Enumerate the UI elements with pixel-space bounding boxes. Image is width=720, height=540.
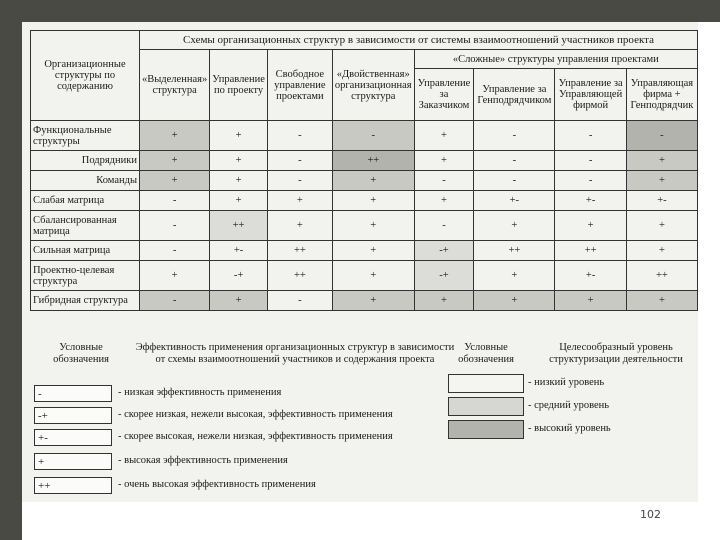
cell: + [626,241,697,261]
legend-text: - скорее низкая, нежели высокая, эффективность применения [118,409,393,420]
cell: + [332,171,414,191]
cell: + [474,261,555,291]
corner-header: Организационные структуры по содержанию [31,31,140,121]
cell: - [140,241,210,261]
row-label: Сильная матрица [31,241,140,261]
level-item [446,397,696,417]
cell: +- [626,191,697,211]
table-row [31,291,698,311]
level-symbol-header: Условные обозначения [458,342,514,365]
cell: + [140,261,210,291]
cell: - [555,121,626,151]
cell: + [332,241,414,261]
cell: + [332,291,414,311]
cell: ++ [332,151,414,171]
cell: -+ [210,261,268,291]
complex-col-header: Управление за Управляющей фирмой [555,69,626,121]
cell: + [210,171,268,191]
cell: + [140,171,210,191]
cell: - [140,211,210,241]
complex-col-header: Управляющая фирма + Генподрядчик [626,69,697,121]
legend-symbol: +- [34,429,112,446]
cell: - [555,151,626,171]
cell: + [332,211,414,241]
cell: + [474,291,555,311]
cell: + [414,191,474,211]
level-text: - низкий уровень [528,377,605,388]
cell: + [555,291,626,311]
cell: - [267,121,332,151]
table-row [31,211,698,241]
legend-text: - высокая эффективность применения [118,455,288,466]
legend-item [30,477,460,495]
row-label: Команды [31,171,140,191]
cell: + [555,211,626,241]
level-text: - высокий уровень [528,423,611,434]
cell: + [210,291,268,311]
table-row [31,151,698,171]
cell: + [414,121,474,151]
row-label: Слабая матрица [31,191,140,211]
left-bar [0,0,22,540]
legend-symbol: ++ [34,477,112,494]
level-swatch-mid [448,397,524,416]
cell: + [210,191,268,211]
cell: ++ [267,261,332,291]
cell: - [474,171,555,191]
level-item [446,374,696,394]
legend-item [30,407,460,425]
cell: ++ [210,211,268,241]
header-group: Схемы организационных структур в зависимости от системы взаимоотношений участников проекта [140,31,698,50]
complex-header: «Сложные» структуры управления проектами [414,50,697,69]
legend-symbol-header: Условные обозначения [53,342,109,365]
cell: - [626,121,697,151]
cell: +- [555,261,626,291]
table-row [31,241,698,261]
cell: - [140,291,210,311]
row-label: Проектно-целевая структура [31,261,140,291]
cell: -+ [414,241,474,261]
cell: + [414,291,474,311]
cell: + [626,291,697,311]
cell: + [140,121,210,151]
cell: - [267,291,332,311]
legend-symbol: + [34,453,112,470]
complex-col-header: Управление за Генподрядчиком [474,69,555,121]
cell: - [555,171,626,191]
cell: + [626,151,697,171]
cell: + [626,171,697,191]
table-row [31,261,698,291]
cell: ++ [626,261,697,291]
cell: - [332,121,414,151]
level-desc-header: Целесообразный уровень структуризации деятельности [549,342,683,365]
col-header: «Выделенная» структура [140,50,210,121]
page-number: 102 [640,508,661,521]
level-text: - средний уровень [528,400,610,411]
cell: - [267,171,332,191]
table-row [31,191,698,211]
legend-text: - очень высокая эффективность применения [118,479,316,490]
cell: -+ [414,261,474,291]
cell: +- [210,241,268,261]
cell: + [626,211,697,241]
legend-symbol: - [34,385,112,402]
level-swatch-low [448,374,524,393]
col-header: Свободное управление проектами [267,50,332,121]
cell: +- [555,191,626,211]
legend-desc-header: Эффективность применения организационных структур в зависимости от схемы взаимоотношений участников и содержания проекта [135,342,455,365]
cell: - [474,121,555,151]
cell: ++ [555,241,626,261]
top-bar [0,0,720,22]
level-item [446,420,696,440]
cell: - [140,191,210,211]
cell: + [332,261,414,291]
row-label: Функциональные структуры [31,121,140,151]
cell: - [474,151,555,171]
legend-symbol: -+ [34,407,112,424]
legend-text: - скорее высокая, нежели низкая, эффективность применения [118,431,393,442]
cell: + [474,211,555,241]
cell: - [267,151,332,171]
cell: ++ [474,241,555,261]
row-label: Подрядники [31,151,140,171]
level-swatch-high [448,420,524,439]
col-header: Управление по проекту [210,50,268,121]
legend-item [30,453,460,471]
row-label: Сбалансированная матрица [31,211,140,241]
cell: + [210,121,268,151]
cell: + [414,151,474,171]
complex-col-header: Управление за Заказчиком [414,69,474,121]
legend-text: - низкая эффективность применения [118,387,282,398]
cell: + [210,151,268,171]
legend-item [30,385,460,403]
legend-item [30,429,460,447]
cell: - [414,171,474,191]
cell: + [140,151,210,171]
cell: + [332,191,414,211]
cell: ++ [267,241,332,261]
row-label: Гибридная структура [31,291,140,311]
cell: - [414,211,474,241]
cell: + [267,191,332,211]
table-row [31,121,698,151]
table-row [31,171,698,191]
cell: +- [474,191,555,211]
col-header: «Двойственная» организационная структура [332,50,414,121]
structures-table [30,30,698,311]
cell: + [267,211,332,241]
